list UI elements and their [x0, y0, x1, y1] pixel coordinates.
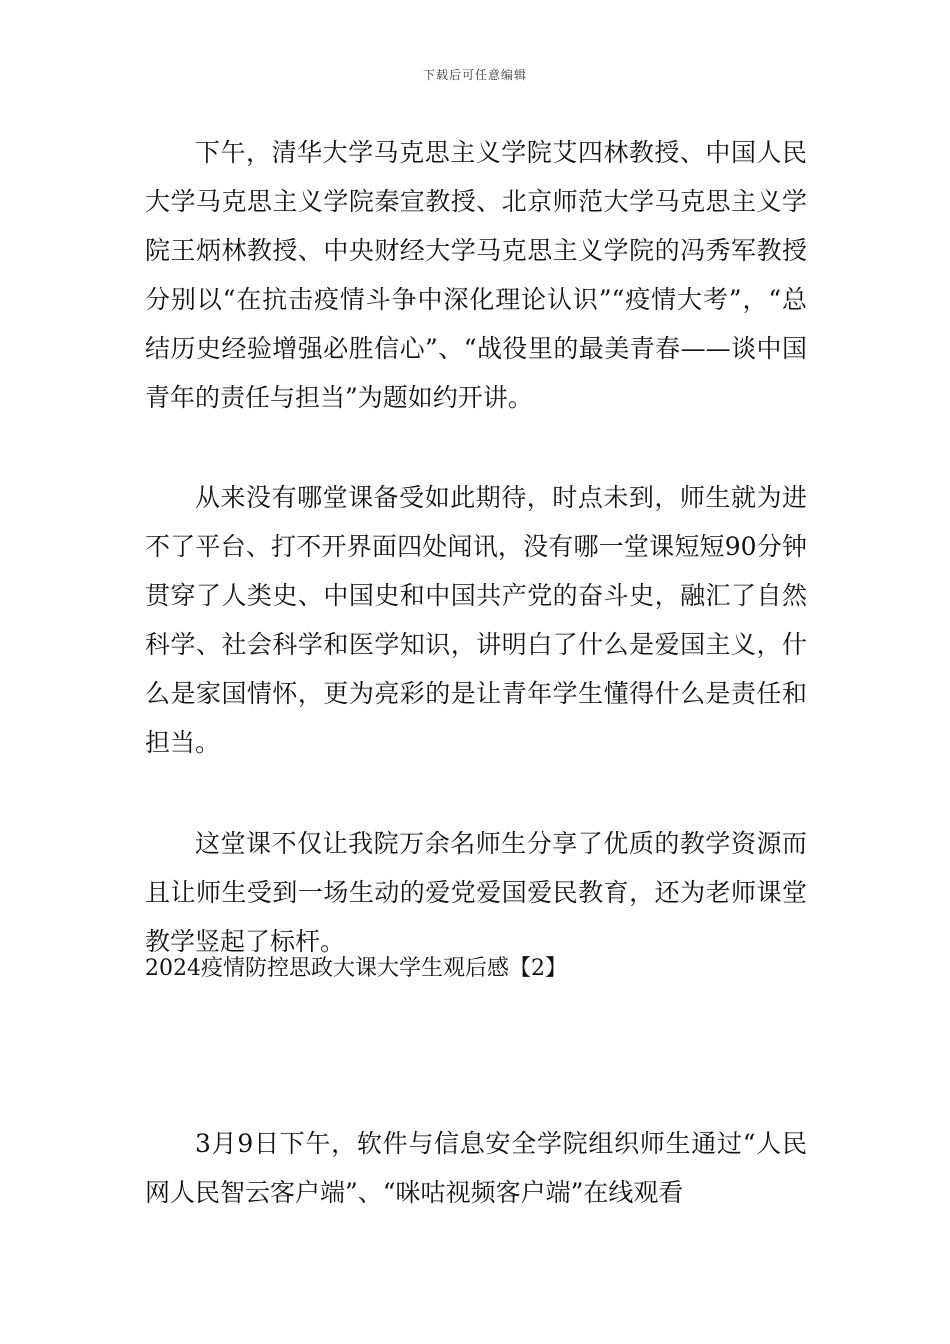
section-heading: 2024疫情防控思政大课大学生观后感【2】 [145, 956, 567, 981]
paragraph-benefit: 这堂课不仅让我院万余名师生分享了优质的教学资源而且让师生受到一场生动的爱党爱国爱民教育，还为老师课堂教学竖起了标杆。 [145, 829, 807, 956]
paragraph-march-ninth: 3月9日下午，软件与信息安全学院组织师生通过“人民网人民智云客户端”、“咪咕视频客户端”在线观看 [145, 1129, 807, 1207]
paragraph-lecture-intro: 下午，清华大学马克思主义学院艾四林教授、中国人民大学马克思主义学院秦宣教授、北京师范大学马克思主义学院王炳林教授、中央财经大学马克思主义学院的冯秀军教授分别以“在抗击疫情斗争中深化理论认识”“疫情大考”，“总结历史经验增强必胜信心”、“战役里的最美青春——谈中国青年的责任与担当”为题如约开讲。 [145, 138, 807, 412]
paragraph-anticipation: 从来没有哪堂课备受如此期待，时点未到，师生就为进不了平台、打不开界面四处闻讯，没有哪一堂课短短90分钟贯穿了人类史、中国史和中国共产党的奋斗史，融汇了自然科学、社会科学和医学知识，讲明白了什么是爱国主义，什么是家国情怀，更为亮彩的是让青年学生懂得什么是责任和担当。 [145, 483, 807, 757]
page-header: 下载后可任意编辑 [422, 68, 527, 82]
